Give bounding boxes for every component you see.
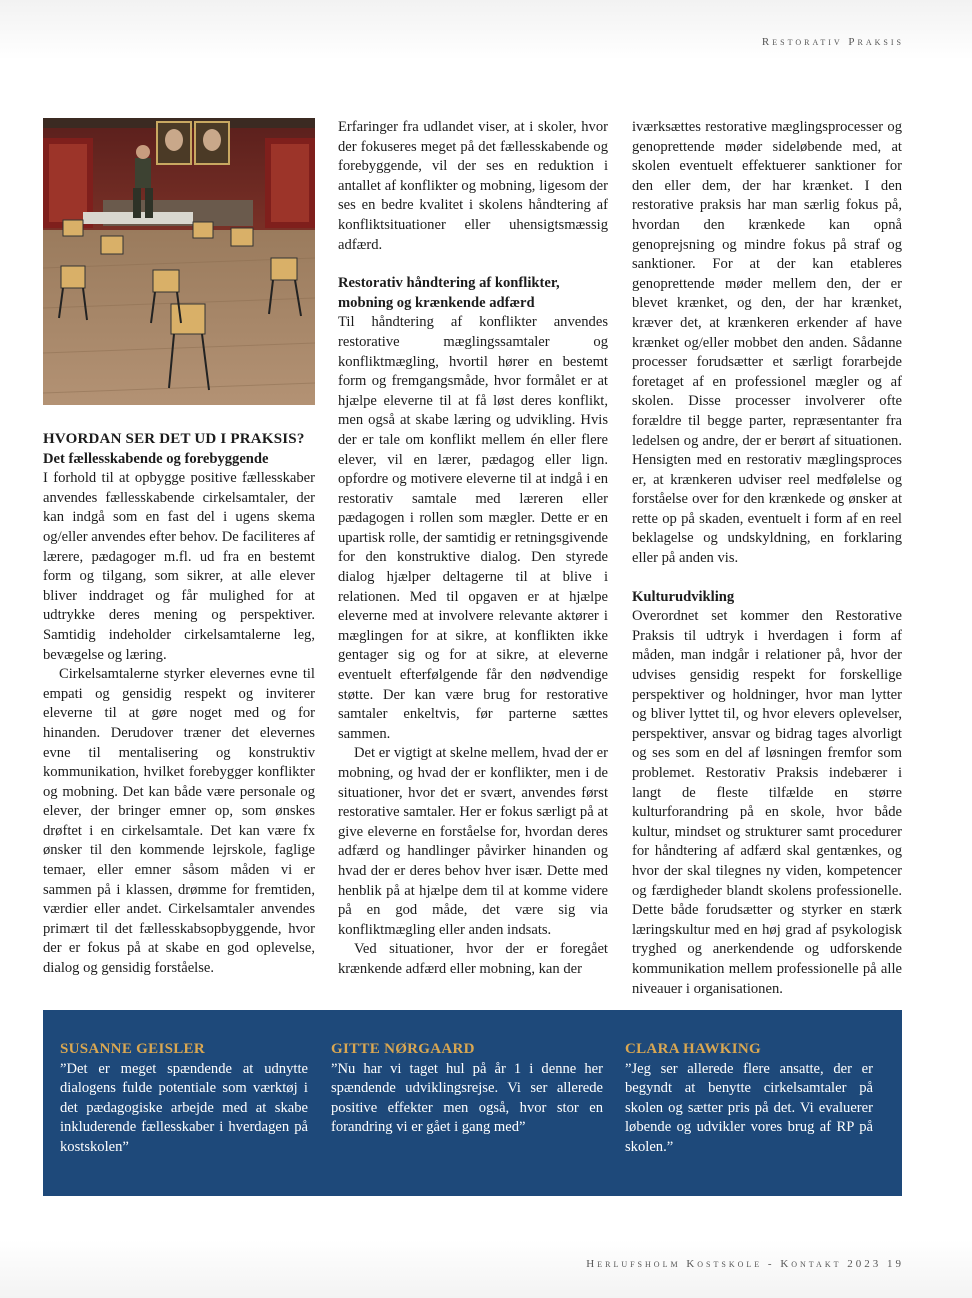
page-footer: Herlufsholm Kostskole - Kontakt 2023 19 — [586, 1258, 904, 1270]
article-column-1 — [43, 430, 315, 979]
section-heading: Det fællesskabende og forebyggende — [43, 450, 269, 467]
running-header: Restorativ Praksis — [761, 36, 904, 48]
paragraph: Erfaringer fra udlandet viser, at i skoler, hvor der fokuseres meget på det fællesskabende og forebyggende, vil der ses en reduktion i antallet af konflikter og mobning, ligesom der ses en bedre kvalitet i skolens håndtering af konfliktsituationer eller uhensigtsmæssig adfærd. — [338, 119, 608, 253]
article-column-3 — [632, 118, 902, 999]
paragraph: Det er vigtigt at skelne mellem, hvad der er mobning, og hvad der er konflikter, men i de situationer, hvor det er svært, anvendes først restorative samtaler. Her er fokus særligt på at give eleverne en forståelse for, hvordan deres adfærd og handlinger påvirker hinanden og hvad der er deres behov hver især. Dette med henblik på at hjælpe dem til at komme videre på en god måde, det være sig via konfliktmægling eller anden indsats. — [338, 745, 608, 938]
article-photo — [43, 118, 315, 405]
section-kicker: HVORDAN SER DET UD I PRAKSIS? — [43, 431, 305, 447]
paragraph: Ved situationer, hvor der er foregået krænkende adfærd eller mobning, kan der — [338, 941, 608, 977]
quote-text: ”Det er meget spændende at udnytte dialogens fulde potentiale som værktøj i det pædagogiske arbejde med at skabe inkluderende fællesskaber i hverdagen på kostskolen” — [60, 1060, 308, 1155]
quote-block — [331, 1040, 603, 1138]
section-heading: Kulturudvikling — [632, 588, 735, 605]
paragraph: Cirkelsamtalerne styrker elevernes evne til empati og gensidig respekt og inviterer eleverne til at gøre noget med og for hinanden. Derudover træner det elevernes evne til mentalisering og konstruktiv kommunikation, hvilket forebygger konflikter og mobning. Det kan både være personale og elever, der bringer emner op, som ønskes drøftet i en cirkelsamtale. Det kan være fx ønsker til den kommende lejrskole, faglige temaer, eller emner såsom måden vi er sammen på i klassen, drømme for fremtiden, værdier eller andet. Cirkelsamtaler anvendes primært til det fællesskabsopbyggende, hvor der er fokus på at skabe en god oplevelse, dialog og gensidig forståelse. — [43, 666, 315, 977]
quotes-panel — [43, 1010, 902, 1196]
section-heading: Restorativ håndtering af konflikter, mobning og krænkende adfærd — [338, 275, 560, 311]
article-column-2 — [338, 118, 608, 980]
quote-author: CLARA HAWKING — [625, 1041, 761, 1057]
quote-text: ”Nu har vi taget hul på år 1 i denne her spændende udviklingsrejse. Vi ser allerede positive effekter men også, hvor stor en forandring vi er gået i gang med” — [331, 1060, 603, 1136]
quote-block — [60, 1040, 308, 1158]
paragraph: Til håndtering af konflikter anvendes restorative mæglingssamtaler og konfliktmægling, hvortil hører en bestemt form og fremgangsmåde, hvor formålet er at hjælpe eleverne til at få løst deres konflikt, men også at skabe læring og udvikling. Hvis der er tale om konflikt mellem én eller flere elever, vil en lærer, pædagog eller lign. opfordre og motivere eleverne til at indgå i en restorativ samtale med læreren eller pædagogen i rollen som mægler. Dette er en upartisk rolle, der samtidig er retningsgivende for den konstruktive dialog. Den styrede dialog hjælper deltagerne til at blive i relationen. Med til opgaven er at hjælpe eleverne med at involvere relevante aktører i mæglingen for at sikre, at konflikten ikke gentager sig og for at sikre, at eleverne eventuelt efterfølgende får den nødvendige støtte. Der kan være brug for restorative samtaler enkeltvis, før parterne sættes sammen. — [338, 314, 608, 742]
paragraph: Overordnet set kommer den Restorative Praksis til udtryk i hverdagen i form af måden, man indgår i relationer på, hvor der udvises gensidig respekt for forskellige perspektiver og holdninger, hvor man lytter og bliver lyttet til, og hvor elevers oplevelser, perspektiver, ansvar og bidrag tages alvorligt og ses som en del af løsningen fremfor som problemet. Restorativ Praksis indebærer i langt de fleste tilfælde en større kulturforandring på en skole, hvor både kultur, mindset og strukturer samt procedurer for håndtering af adfærd skal gentænkes, og hvor der skal tilegnes ny viden, kompetencer og færdigheder blandt skolens professionelle. Dette både forudsætter og styrker en stærk læringskultur med en høj grad af psykologisk tryghed og anerkendende og udforskende kommunikation mellem professionelle på alle niveauer i organisationen. — [632, 608, 902, 997]
quote-author: SUSANNE GEISLER — [60, 1041, 205, 1057]
quote-author: GITTE NØRGAARD — [331, 1041, 475, 1057]
quote-text: ”Jeg ser allerede flere ansatte, der er begyndt at benytte cirkelsamtaler på skolen og sætter pris på det. Vi evaluerer løbende og udvikler vores brug af RP på skolen.” — [625, 1060, 873, 1155]
paragraph: I forhold til at opbygge positive fællesskaber anvendes fællesskabende cirkelsamtaler, der kan indgå som en fast del i ugens skema og/eller anvendes efter behov. De faciliteres af lærere, pædagoger m.fl. ud fra en bestemt form og tilgang, som sikrer, at alle elever bliver inddraget og får mulighed for at udtrykke deres mening og perspektiver. Samtidig indeholder cirkelsamtalerne leg, bevægelse og læring. — [43, 470, 315, 663]
paragraph: iværksættes restorative mæglingsprocesser og genoprettende møder sideløbende med, at skolen eventuelt effektuerer sanktioner for den eller dem, der har krænket. I den restorative praksis har man særlig fokus på, hvordan den krænkede kan opnå genoprejsning og mindre fokus på straf og sanktioner. For at der kan etableres genoprettende møder mellem den, der er blevet krænket, og den, der har krænket, kræver det, at krænkeren erkender af have krænket og/eller mobbet den anden. Sådanne processer forudsætter et særligt forarbejde foretaget af en professionel mægler og af skolen. Disse processer involverer ofte forældre til begge parter, repræsentanter fra ledelsen og andre, der er berørt af situationen. Hensigten med en restorativ mæglingsproces er, at krænkeren udviser reel medfølelse og forståelse over for den krænkede og ønsker at rette op på skaden, eventuelt i form af en reel beklagelse og undskyldning, en forklaring eller på anden vis. — [632, 119, 902, 567]
classroom-circle-image — [43, 118, 315, 405]
quote-block — [625, 1040, 873, 1158]
